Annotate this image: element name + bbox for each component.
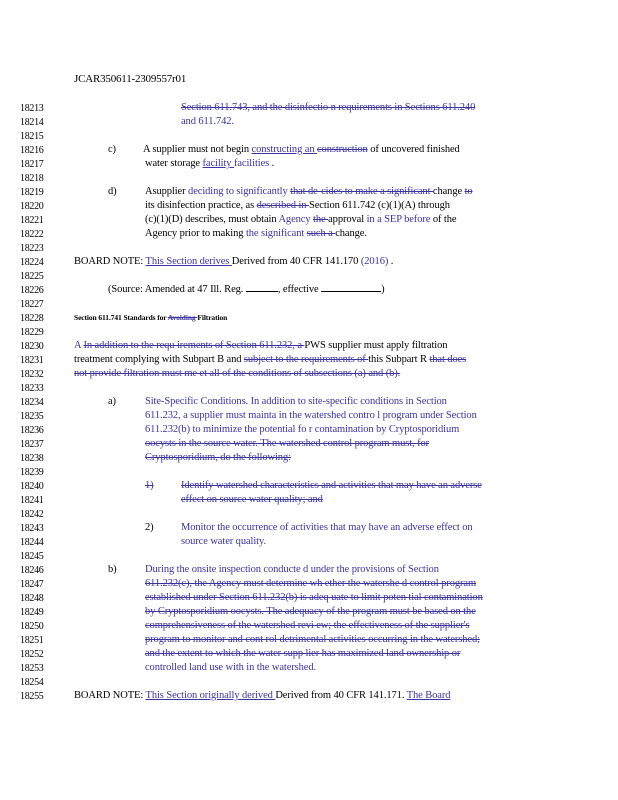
line-number: 18250 <box>20 621 44 632</box>
blank-line <box>246 291 278 292</box>
line-number: 18237 <box>20 439 44 450</box>
item-label-b: b) <box>108 564 117 575</box>
body-text: facilities <box>233 158 270 169</box>
deleted-text: Section 611.743, and the disinfectio n requirements in Sections 611.240 <box>181 102 476 113</box>
line-number: 18233 <box>20 383 44 394</box>
line-number: 18251 <box>20 635 44 646</box>
paragraph-c-line1: A supplier must not begin constructing an construction of uncovered finished <box>143 144 460 155</box>
deleted-text: construction <box>317 144 368 155</box>
line-number: 18244 <box>20 537 44 548</box>
line-number: 18224 <box>20 257 44 268</box>
item-label-a: a) <box>108 396 116 407</box>
line-number: 18229 <box>20 327 44 338</box>
item-label-1: 1) <box>145 480 154 491</box>
body-text: Site-Specific Conditions. In addition to site-specific conditions in Section <box>145 396 447 407</box>
line-number: 18254 <box>20 677 44 688</box>
body-text: controlled land use with in the watershed. <box>145 662 317 673</box>
inserted-text: The Board <box>406 690 451 701</box>
line-number: 18240 <box>20 481 44 492</box>
line-number: 18214 <box>20 117 44 128</box>
inserted-text: This Section derives <box>145 256 232 267</box>
body-text: 611.232, a supplier must mainta in the watershed contro l program under Section <box>145 410 477 421</box>
body-text: 611.232(b) to minimize the potential fo r contamination by Cryptosporidium <box>145 424 460 435</box>
deleted-text: the <box>313 214 329 225</box>
inserted-text: constructing an <box>251 144 317 155</box>
line-number: 18247 <box>20 579 44 590</box>
body-text: source water quality. <box>181 536 266 547</box>
item-label-d: d) <box>108 186 117 197</box>
line-number: 18253 <box>20 663 44 674</box>
deleted-text: not provide filtration must me et all of the conditions of subsections (a) and (b). <box>74 368 401 379</box>
deleted-text: Avoiding <box>167 313 198 322</box>
source-note: (Source: Amended at 47 Ill. Reg. , effective ) <box>108 284 385 295</box>
line-number: 18230 <box>20 341 44 352</box>
paragraph-c-line2: water storage facility facilities . <box>145 158 275 169</box>
line-number: 18249 <box>20 607 44 618</box>
line-number: 18255 <box>20 691 44 702</box>
line-number: 18217 <box>20 159 44 170</box>
line-number: 18220 <box>20 201 44 212</box>
deleted-text: oocysts in the source water. The watershed control program must, for <box>145 438 430 449</box>
line-number: 18216 <box>20 145 44 156</box>
inserted-text: facility <box>202 158 234 169</box>
line-number: 18242 <box>20 509 44 520</box>
deleted-text: program to monitor and cont rol detrimental activities occurring in the watershed; <box>145 634 480 645</box>
inserted-text: This Section originally derived <box>145 690 276 701</box>
line-number: 18221 <box>20 215 44 226</box>
deleted-text: 611.232(c), the Agency must determine wh ether the watershe d control program <box>145 578 477 589</box>
line-number: 18252 <box>20 649 44 660</box>
line-number: 18236 <box>20 425 44 436</box>
line-number: 18234 <box>20 397 44 408</box>
board-note: BOARD NOTE: This Section derives Derived from 40 CFR 141.170 (2016) . <box>74 256 394 267</box>
paragraph-d-line3: (c)(1)(D) describes, must obtain Agency the approval in a SEP before of the <box>145 214 457 225</box>
paragraph-d-line2: its disinfection practice, as described in Section 611.742 (c)(1)(A) through <box>145 200 450 211</box>
deleted-text: to <box>464 186 473 197</box>
line-number: 18219 <box>20 187 44 198</box>
deleted-text: effect on source water quality; and <box>181 494 323 505</box>
line-number: 18238 <box>20 453 44 464</box>
deleted-text: Cryptosporidium, do the following: <box>145 452 291 463</box>
deleted-text: such a <box>306 228 336 239</box>
deleted-text: and the extent to which the water supp lier has maximized land ownership or <box>145 648 461 659</box>
paragraph-d-line4: Agency prior to making the significant such a change. <box>145 228 367 239</box>
intro-line2: treatment complying with Subpart B and subject to the requirements of this Subpart R that does <box>74 354 467 365</box>
line-number: 18235 <box>20 411 44 422</box>
line-number: 18225 <box>20 271 44 282</box>
item-label-c: c) <box>108 144 116 155</box>
line-number: 18246 <box>20 565 44 576</box>
blank-line <box>321 291 381 292</box>
line-number: 18228 <box>20 313 44 324</box>
line-number: 18226 <box>20 285 44 296</box>
document-id-header: JCAR350611-2309557r01 <box>74 73 187 85</box>
deleted-text: by Cryptosporidium oocysts. The adequacy of the program must be based on the <box>145 606 476 617</box>
line-number: 18213 <box>20 103 44 114</box>
section-heading: Section 611.741 Standards for Avoiding Filtration <box>74 313 228 322</box>
deleted-text: Identify watershed characteristics and activities that may have an adverse <box>181 480 482 491</box>
line-number: 18218 <box>20 173 44 184</box>
deleted-text: established under Section 611.232(b) is adeq uate to limit poten tial contamination <box>145 592 483 603</box>
deleted-text: subject to the requirements of <box>243 354 369 365</box>
body-text: Monitor the occurrence of activities that may have an adverse effect on <box>181 522 473 533</box>
deleted-text: that does <box>429 354 467 365</box>
intro-line1: A In addition to the requ irements of Section 611.232, a PWS supplier must apply filtration <box>74 340 448 351</box>
line-number: 18232 <box>20 369 44 380</box>
body-text: and 611.742. <box>181 116 234 127</box>
deleted-text: that de-cides to make a significant <box>290 186 433 197</box>
line-number: 18223 <box>20 243 44 254</box>
line-number: 18245 <box>20 551 44 562</box>
line-number: 18239 <box>20 467 44 478</box>
line-number: 18243 <box>20 523 44 534</box>
line-number: 18241 <box>20 495 44 506</box>
deleted-text: comprehensiveness of the watershed revi ew; the effectiveness of the supplier's <box>145 620 470 631</box>
line-number: 18231 <box>20 355 44 366</box>
line-number: 18248 <box>20 593 44 604</box>
line-number: 18222 <box>20 229 44 240</box>
board-note: BOARD NOTE: This Section originally derived Derived from 40 CFR 141.171. The Board <box>74 690 451 701</box>
paragraph-d-line1: Asupplier deciding to significantly that de-cides to make a significant change to <box>145 186 473 197</box>
item-label-2: 2) <box>145 522 154 533</box>
line-number: 18215 <box>20 131 44 142</box>
deleted-text: In addition to the requ irements of Section 611.232, a <box>83 340 305 351</box>
line-number: 18227 <box>20 299 44 310</box>
body-text: During the onsite inspection conducte d under the provisions of Section <box>145 564 439 575</box>
deleted-text: described in <box>256 200 309 211</box>
